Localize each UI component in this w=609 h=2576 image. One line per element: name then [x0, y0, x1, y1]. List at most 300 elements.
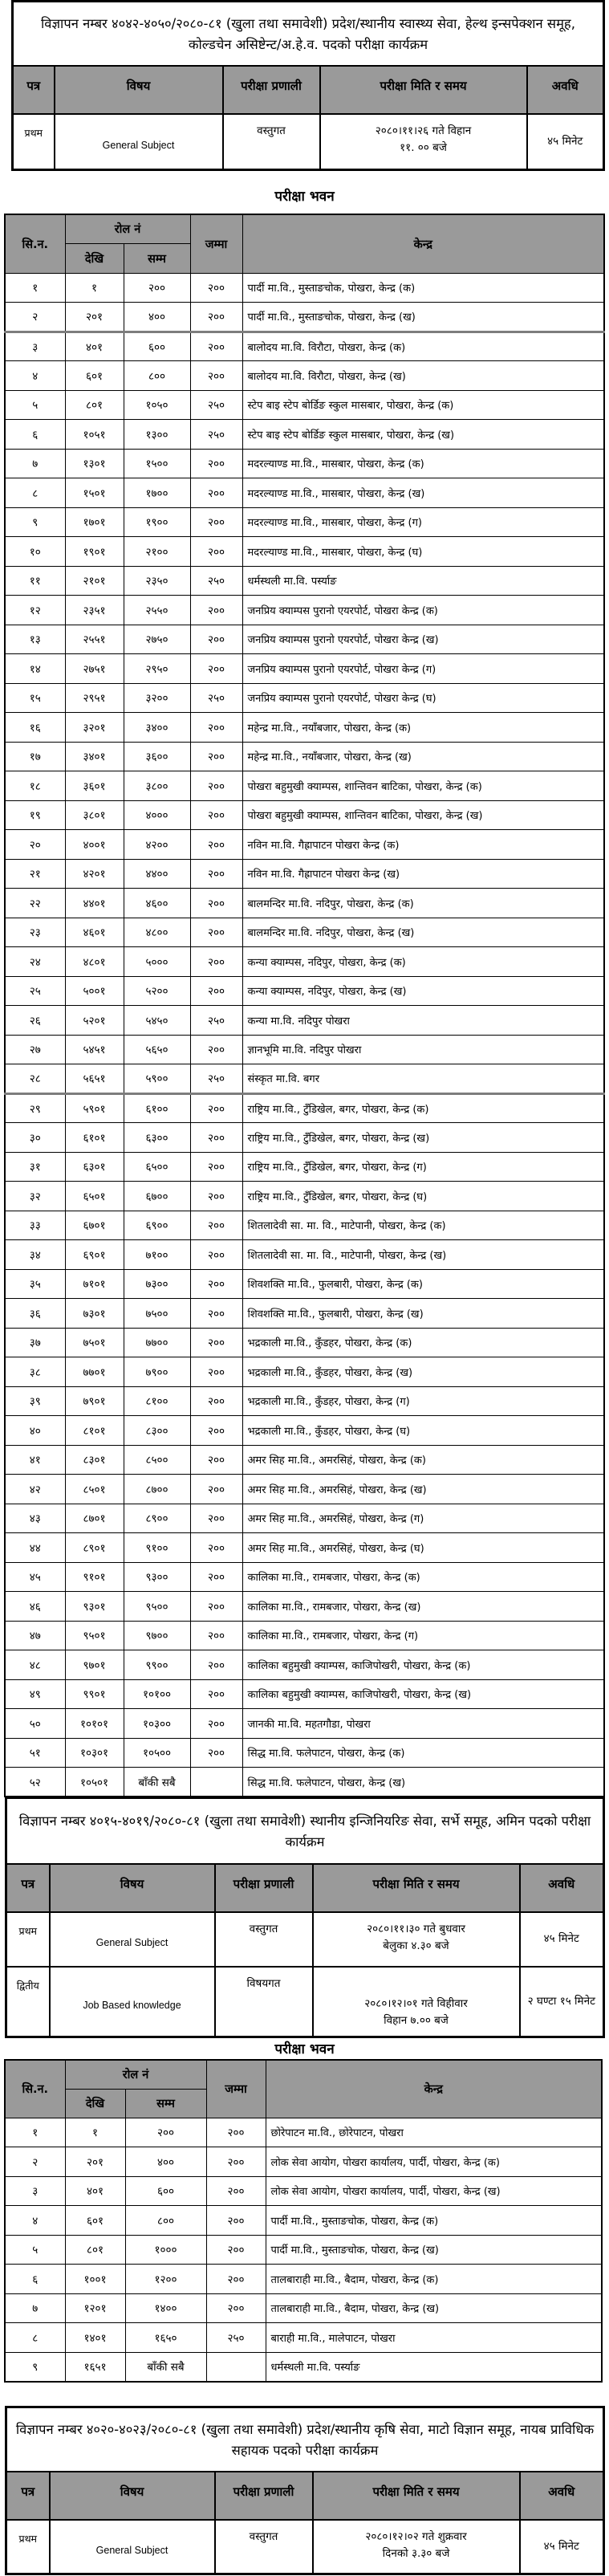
total-cell: २००: [190, 361, 242, 391]
total-cell: [190, 1768, 242, 1797]
roll-to-cell: २००: [124, 273, 190, 303]
roll-from-cell: २७५१: [65, 654, 124, 684]
total-cell: २००: [190, 1738, 242, 1768]
center-cell: ज्ञानभूमि मा.वि. नदिपुर पोखरा: [242, 1035, 604, 1064]
center-cell: मदरल्याण्ड मा.वि., मासबार, पोखरा, केन्द्र (ग): [242, 507, 604, 537]
sn-cell: ३०: [5, 1123, 65, 1153]
sn-cell: ४३: [5, 1504, 65, 1533]
table-row: [5, 1211, 604, 1240]
center-cell: स्टेप बाइ स्टेप बोर्डिङ स्कुल मासबार, पोखरा, केन्द्र (क): [242, 390, 604, 420]
total-cell: २००: [206, 2118, 266, 2147]
sn-cell: ३१: [5, 1152, 65, 1182]
roll-to-cell: ४२००: [124, 830, 190, 860]
sn-cell: ४२: [5, 1475, 65, 1504]
datetime-cell: [313, 1912, 520, 1967]
center-cell: राष्ट्रिय मा.वि., टुँडिखेल, बगर, पोखरा, केन्द्र (घ): [242, 1182, 604, 1211]
total-cell: २००: [190, 947, 242, 977]
center-cell: मदरल्याण्ड मा.वि., मासबार, पोखरा, केन्द्र (ख): [242, 478, 604, 508]
roll-to-cell: १३००: [124, 420, 190, 450]
roll-from-cell: २५५१: [65, 625, 124, 654]
header-roll: रोल नं: [65, 214, 190, 243]
sn-cell: ७: [5, 449, 65, 478]
total-cell: २००: [190, 303, 242, 332]
duration-cell: ४५ मिनेट: [527, 114, 604, 170]
total-cell: २००: [190, 449, 242, 478]
roll-to-cell: ९१००: [124, 1533, 190, 1563]
roll-from-cell: ८०१: [65, 390, 124, 420]
roll-to-cell: ४००: [124, 303, 190, 332]
center-cell: तालबाराही मा.वि., बैदाम, पोखरा, केन्द्र (क): [266, 2265, 602, 2294]
table-row: [5, 361, 604, 391]
table-row: [5, 1592, 604, 1622]
sn-cell: ८: [5, 2323, 65, 2353]
table-row: [5, 2352, 602, 2382]
center-cell: छोरेपाटन मा.वि., छोरेपाटन, पोखरा: [266, 2118, 602, 2147]
time-text: दिनको ३.३० बजे: [382, 2546, 450, 2560]
sn-cell: २०: [5, 830, 65, 860]
total-cell: २००: [190, 1182, 242, 1211]
subject-cell: General Subject: [50, 2520, 215, 2574]
center-cell: कालिका बहुमुखी क्याम्पस, काजिपोखरी, पोखरा, केन्द्र (क): [242, 1650, 604, 1680]
table-row: [5, 625, 604, 654]
schedule-table: [5, 1797, 605, 2038]
roll-from-cell: ५४५१: [65, 1035, 124, 1064]
sn-cell: ५२: [5, 1768, 65, 1797]
sn-cell: ३३: [5, 1211, 65, 1240]
exam-schedule-table-3: [5, 2406, 605, 2575]
roll-from-cell: ४६०१: [65, 918, 124, 947]
roll-to-cell: ८१००: [124, 1386, 190, 1416]
header-paper: पत्र: [6, 1864, 50, 1912]
roll-to-cell: ६७००: [124, 1182, 190, 1211]
total-cell: २००: [190, 918, 242, 947]
roll-to-cell: ८३००: [124, 1416, 190, 1446]
sn-cell: ५: [5, 2235, 65, 2265]
center-cell: बालमन्दिर मा.वि. नदिपुर, पोखरा, केन्द्र (क): [242, 889, 604, 918]
header-system: परीक्षा प्रणाली: [223, 66, 320, 114]
roll-to-cell: २९५०: [124, 654, 190, 684]
roll-to-cell: २३५०: [124, 566, 190, 596]
roll-from-cell: ८९०१: [65, 1533, 124, 1563]
total-cell: २००: [190, 1504, 242, 1533]
roll-from-cell: ५००१: [65, 976, 124, 1006]
total-cell: २००: [190, 332, 242, 361]
sn-cell: १३: [5, 625, 65, 654]
center-cell: भद्रकाली मा.वि., कुँडहर, पोखरा, केन्द्र (घ): [242, 1416, 604, 1446]
table-row: [5, 2323, 602, 2353]
total-cell: २००: [190, 1357, 242, 1387]
sn-cell: ४: [5, 2206, 65, 2236]
roll-to-cell: ४८००: [124, 918, 190, 947]
sn-cell: ८: [5, 478, 65, 508]
center-cell: नविन मा.वि. गैह्रापाटन पोखरा केन्द्र (ख): [242, 859, 604, 889]
table-row: [5, 713, 604, 743]
table-row: [5, 800, 604, 830]
roll-to-cell: ९७००: [124, 1621, 190, 1650]
total-cell: २००: [190, 1211, 242, 1240]
sn-cell: २२: [5, 889, 65, 918]
roll-from-cell: २३५१: [65, 596, 124, 625]
header-duration: अवधि: [527, 66, 604, 114]
center-cell: महेन्द्र मा.वि., नयाँबजार, पोखरा, केन्द्र (ख): [242, 742, 604, 771]
sn-cell: १६: [5, 713, 65, 743]
roll-to-cell: ६१००: [124, 1093, 190, 1123]
center-cell: राष्ट्रिय मा.वि., टुँडिखेल, बगर, पोखरा, केन्द्र (क): [242, 1093, 604, 1123]
sn-cell: ४९: [5, 1679, 65, 1709]
roll-from-cell: १७०१: [65, 507, 124, 537]
table-row: [5, 1182, 604, 1211]
center-cell: शितलादेवी सा. मा. वि., माटेपानी, पोखरा, केन्द्र (क): [242, 1211, 604, 1240]
center-cell: जानकी मा.वि. महतगौडा, पोखरा: [242, 1709, 604, 1739]
table-row: [5, 1328, 604, 1357]
paper-cell: द्वितीय: [6, 1967, 50, 2037]
total-cell: २००: [190, 1709, 242, 1739]
total-cell: २५०: [190, 420, 242, 450]
roll-from-cell: २९५१: [65, 683, 124, 713]
exam-schedule-table-1: [11, 0, 605, 171]
table-row: [5, 566, 604, 596]
sn-cell: ४७: [5, 1621, 65, 1650]
date-text: २०८०।१२।०२ गते शुक्रवार: [365, 2529, 467, 2543]
center-cell: जनप्रिय क्याम्पस पुरानो एयरपोर्ट, पोखरा केन्द्र (ख): [242, 625, 604, 654]
table-row: [5, 2118, 602, 2147]
total-cell: २००: [190, 1416, 242, 1446]
header-datetime: परीक्षा मिति र समय: [313, 2472, 520, 2520]
roll-to-cell: १४००: [125, 2293, 206, 2323]
total-cell: २००: [190, 1093, 242, 1123]
sn-cell: ३६: [5, 1299, 65, 1329]
total-cell: २००: [190, 800, 242, 830]
sn-cell: ३७: [5, 1328, 65, 1357]
total-cell: २५०: [190, 566, 242, 596]
roll-to-cell: ७५००: [124, 1299, 190, 1329]
total-cell: [206, 2352, 266, 2382]
header-center: केन्द्र: [242, 214, 604, 273]
center-cell: महेन्द्र मा.वि., नयाँबजार, पोखरा, केन्द्र (क): [242, 713, 604, 743]
table-row: [5, 1416, 604, 1446]
sn-cell: ३: [5, 332, 65, 361]
sn-cell: ४६: [5, 1592, 65, 1622]
roll-from-cell: १६५१: [65, 2352, 125, 2382]
total-cell: २००: [190, 1533, 242, 1563]
sn-cell: १२: [5, 596, 65, 625]
table-row: [5, 1064, 604, 1094]
roll-to-cell: ७९००: [124, 1357, 190, 1387]
roll-from-cell: ९७०१: [65, 1650, 124, 1680]
center-cell: बालोदय मा.वि. विरौटा, पोखरा, केन्द्र (ख): [242, 361, 604, 391]
center-cell: जनप्रिय क्याम्पस पुरानो एयरपोर्ट, पोखरा केन्द्र (ग): [242, 654, 604, 684]
sn-cell: १५: [5, 683, 65, 713]
roll-to-cell: २५५०: [124, 596, 190, 625]
center-cell: संस्कृत मा.वि. बगर: [242, 1064, 604, 1094]
schedule-row: [6, 2520, 604, 2574]
total-cell: २००: [190, 713, 242, 743]
system-cell: वस्तुगत: [215, 2520, 313, 2574]
sn-cell: ९: [5, 507, 65, 537]
total-cell: २००: [190, 1240, 242, 1270]
table-row: [5, 537, 604, 567]
roll-to-cell: ५४५०: [124, 1006, 190, 1036]
exam-hall-table-1: [4, 214, 605, 1797]
total-cell: २००: [206, 2293, 266, 2323]
center-cell: राष्ट्रिय मा.वि., टुँडिखेल, बगर, पोखरा, केन्द्र (ग): [242, 1152, 604, 1182]
roll-from-cell: २०१: [65, 303, 124, 332]
roll-from-cell: ९३०१: [65, 1592, 124, 1622]
roll-to-cell: १०३००: [124, 1709, 190, 1739]
table-row: [5, 859, 604, 889]
center-cell: शितलादेवी सा. मा. वि., माटेपानी, पोखरा, केन्द्र (ख): [242, 1240, 604, 1270]
roll-to-cell: ५२००: [124, 976, 190, 1006]
table-row: [5, 1621, 604, 1650]
roll-to-cell: ४६००: [124, 889, 190, 918]
table-row: [5, 2293, 602, 2323]
sn-cell: ६: [5, 420, 65, 450]
total-cell: २००: [190, 1269, 242, 1299]
sn-cell: ३४: [5, 1240, 65, 1270]
subject-cell: General Subject: [55, 114, 223, 170]
roll-to-cell: १५००: [124, 449, 190, 478]
roll-to-cell: ६९००: [124, 1211, 190, 1240]
roll-to-cell: २७५०: [124, 625, 190, 654]
schedule-table: [11, 0, 605, 171]
roll-from-cell: ६०१: [65, 361, 124, 391]
sn-cell: २१: [5, 859, 65, 889]
roll-from-cell: १: [65, 2118, 125, 2147]
center-cell: पार्दी मा.वि., मुस्ताङचोक, पोखरा, केन्द्र (क): [266, 2206, 602, 2236]
table-row: [5, 507, 604, 537]
table-row: [5, 2206, 602, 2236]
roll-from-cell: १९०१: [65, 537, 124, 567]
total-cell: २००: [206, 2176, 266, 2206]
sn-cell: ५: [5, 390, 65, 420]
table-row: [5, 332, 604, 361]
center-cell: भद्रकाली मा.वि., कुँडहर, पोखरा, केन्द्र (क): [242, 1328, 604, 1357]
roll-to-cell: ४०००: [124, 800, 190, 830]
hall-table: [4, 214, 605, 1797]
table-row: [5, 273, 604, 303]
roll-to-cell: २१००: [124, 537, 190, 567]
total-cell: २००: [190, 537, 242, 567]
total-cell: २००: [190, 1445, 242, 1475]
roll-to-cell: ४००: [125, 2147, 206, 2177]
roll-to-cell: ६००: [125, 2176, 206, 2206]
center-cell: सिद्ध मा.वि. फलेपाटन, पोखरा, केन्द्र (क): [242, 1738, 604, 1768]
table-row: [5, 1123, 604, 1153]
schedule-row: [6, 1912, 604, 1967]
center-cell: धर्मस्थली मा.वि. पर्स्याङ: [242, 566, 604, 596]
table-row: [5, 1679, 604, 1709]
roll-from-cell: १: [65, 273, 124, 303]
roll-to-cell: ९९००: [124, 1650, 190, 1680]
sn-cell: ७: [5, 2293, 65, 2323]
roll-from-cell: ३६०१: [65, 771, 124, 801]
total-cell: २००: [190, 976, 242, 1006]
sn-cell: १: [5, 273, 65, 303]
table-row: [5, 683, 604, 713]
table-row: [5, 2265, 602, 2294]
sn-cell: ६: [5, 2265, 65, 2294]
schedule-row: [6, 1967, 604, 2037]
roll-to-cell: १६५०: [125, 2323, 206, 2353]
roll-from-cell: ७७०१: [65, 1357, 124, 1387]
time-text: विहान ७.०० बजे: [384, 2014, 449, 2027]
table-row: [5, 1445, 604, 1475]
roll-to-cell: ९५००: [124, 1592, 190, 1622]
roll-from-cell: ५६५१: [65, 1064, 124, 1094]
roll-from-cell: ६७०१: [65, 1211, 124, 1240]
total-cell: २००: [190, 1679, 242, 1709]
hall-table-body: [5, 2118, 602, 2382]
table-row: [5, 2235, 602, 2265]
roll-from-cell: ८०१: [65, 2235, 125, 2265]
roll-to-cell: १०५००: [124, 1738, 190, 1768]
roll-to-cell: १०००: [125, 2235, 206, 2265]
roll-from-cell: ४२०१: [65, 859, 124, 889]
roll-to-cell: १७००: [124, 478, 190, 508]
hall-table: [4, 2059, 603, 2383]
header-center: केन्द्र: [266, 2060, 602, 2118]
table-row: [5, 947, 604, 977]
schedule-row: [13, 114, 604, 170]
table-row: [5, 1006, 604, 1036]
sn-cell: २४: [5, 947, 65, 977]
roll-from-cell: १००१: [65, 2265, 125, 2294]
total-cell: २००: [206, 2265, 266, 2294]
total-cell: २००: [206, 2206, 266, 2236]
roll-from-cell: ९१०१: [65, 1562, 124, 1592]
duration-cell: २ घण्टा १५ मिनेट: [520, 1967, 604, 2037]
roll-from-cell: ८५०१: [65, 1475, 124, 1504]
datetime-cell: [313, 1967, 520, 2037]
center-cell: कन्या क्याम्पस, नदिपुर, पोखरा, केन्द्र (क): [242, 947, 604, 977]
total-cell: २००: [190, 625, 242, 654]
table-row: [5, 478, 604, 508]
exam-hall-heading-1: परीक्षा भवन: [274, 189, 335, 205]
roll-to-cell: ८००: [125, 2206, 206, 2236]
roll-to-cell: १०१००: [124, 1679, 190, 1709]
total-cell: २५०: [206, 2323, 266, 2353]
paper-cell: प्रथम: [6, 2520, 50, 2574]
table-row: [5, 742, 604, 771]
center-cell: कन्या मा.वि. नदिपुर पोखरा: [242, 1006, 604, 1036]
roll-from-cell: ६०१: [65, 2206, 125, 2236]
center-cell: भद्रकाली मा.वि., कुँडहर, पोखरा, केन्द्र (ग): [242, 1386, 604, 1416]
total-cell: २५०: [190, 1064, 242, 1094]
center-cell: लोक सेवा आयोग, पोखरा कार्यालय, पार्दी, पोखरा, केन्द्र (ख): [266, 2176, 602, 2206]
sn-cell: ४: [5, 361, 65, 391]
hall-table-body: [5, 273, 604, 1797]
roll-to-cell: ७३००: [124, 1269, 190, 1299]
sn-cell: ५१: [5, 1738, 65, 1768]
center-cell: तालबाराही मा.वि., बैदाम, पोखरा, केन्द्र (ख): [266, 2293, 602, 2323]
roll-from-cell: ९९०१: [65, 1679, 124, 1709]
sn-cell: ३: [5, 2176, 65, 2206]
center-cell: कन्या क्याम्पस, नदिपुर, पोखरा, केन्द्र (ख): [242, 976, 604, 1006]
total-cell: २००: [190, 654, 242, 684]
sn-cell: ३९: [5, 1386, 65, 1416]
table-row: [5, 1093, 604, 1123]
roll-from-cell: १०५१: [65, 420, 124, 450]
subject-cell: General Subject: [50, 1912, 215, 1967]
roll-to-cell: ५६५०: [124, 1035, 190, 1064]
table-row: [5, 918, 604, 947]
roll-to-cell: ३४००: [124, 713, 190, 743]
table-row: [5, 771, 604, 801]
roll-to-cell: ६५००: [124, 1152, 190, 1182]
sn-cell: ४५: [5, 1562, 65, 1592]
center-cell: अमर सिह मा.वि., अमरसिहं, पोखरा, केन्द्र (क): [242, 1445, 604, 1475]
total-cell: २००: [190, 742, 242, 771]
center-cell: जनप्रिय क्याम्पस पुरानो एयरपोर्ट, पोखरा केन्द्र (क): [242, 596, 604, 625]
table-row: [5, 303, 604, 332]
table-row: [5, 449, 604, 478]
roll-from-cell: ७३०१: [65, 1299, 124, 1329]
datetime-cell: [320, 114, 527, 170]
header-sn: सि.न.: [5, 214, 65, 273]
center-cell: बालमन्दिर मा.वि. नदिपुर, पोखरा, केन्द्र (ख): [242, 918, 604, 947]
schedule-title: विज्ञापन नम्बर ४०४२-४०५०/२०८०-८१ (खुला तथा समावेशी) प्रदेश/स्थानीय स्वास्थ्य सेवा, हेल्थ इन्सपेक्शन समूह, कोल्डचेन असिष्टेन्ट/अ.हे.व. पदको परीक्षा कार्यक्रम: [13, 2, 604, 66]
roll-to-cell: ४४००: [124, 859, 190, 889]
schedule-table: [5, 2406, 605, 2575]
paper-cell: प्रथम: [6, 1912, 50, 1967]
center-cell: जनप्रिय क्याम्पस पुरानो एयरपोर्ट, पोखरा केन्द्र (घ): [242, 683, 604, 713]
table-row: [5, 1768, 604, 1797]
header-subject: विषय: [50, 2472, 215, 2520]
header-datetime: परीक्षा मिति र समय: [320, 66, 527, 114]
paper-cell: प्रथम: [13, 114, 55, 170]
table-row: [5, 1562, 604, 1592]
center-cell: कालिका मा.वि., रामबजार, पोखरा, केन्द्र (ग): [242, 1621, 604, 1650]
center-cell: मदरल्याण्ड मा.वि., मासबार, पोखरा, केन्द्र (घ): [242, 537, 604, 567]
roll-to-cell: ९३००: [124, 1562, 190, 1592]
roll-from-cell: ८१०१: [65, 1416, 124, 1446]
table-row: [5, 889, 604, 918]
schedule-title: विज्ञापन नम्बर ४०१५-४०१९/२०८०-८१ (खुला तथा समावेशी) स्थानीय इन्जिनियरिङ सेवा, सर्भे समूह, अमिन पदको परीक्षा कार्यक्रम: [6, 1798, 604, 1864]
center-cell: राष्ट्रिय मा.वि., टुँडिखेल, बगर, पोखरा, केन्द्र (ख): [242, 1123, 604, 1153]
roll-to-cell: बाँकी सबै: [125, 2352, 206, 2382]
sn-cell: ३५: [5, 1269, 65, 1299]
center-cell: कालिका मा.वि., रामबजार, पोखरा, केन्द्र (ख): [242, 1592, 604, 1622]
center-cell: लोक सेवा आयोग, पोखरा कार्यालय, पार्दी, पोखरा, केन्द्र (क): [266, 2147, 602, 2177]
roll-from-cell: ५९०१: [65, 1093, 124, 1123]
table-row: [5, 420, 604, 450]
roll-from-cell: १०५०१: [65, 1768, 124, 1797]
center-cell: नविन मा.वि. गैह्रापाटन पोखरा केन्द्र (क): [242, 830, 604, 860]
sn-cell: १८: [5, 771, 65, 801]
total-cell: २००: [206, 2235, 266, 2265]
sn-cell: २५: [5, 976, 65, 1006]
sn-cell: ९: [5, 2352, 65, 2382]
roll-from-cell: ८३०१: [65, 1445, 124, 1475]
sn-cell: १: [5, 2118, 65, 2147]
date-text: २०८०।११।२६ गते विहान: [375, 124, 472, 137]
schedule-title: विज्ञापन नम्बर ४०२०-४०२३/२०८०-८१ (खुला तथा समावेशी) प्रदेश/स्थानीय कृषि सेवा, माटो विज्ञान समूह, नायब प्राविधिक सहायक पदको परीक्षा कार्यक्रम: [6, 2407, 604, 2472]
exam-schedule-table-2: [5, 1797, 605, 2038]
sn-cell: २६: [5, 1006, 65, 1036]
sn-cell: ४१: [5, 1445, 65, 1475]
roll-from-cell: ४४०१: [65, 889, 124, 918]
sn-cell: ११: [5, 566, 65, 596]
center-cell: अमर सिह मा.वि., अमरसिहं, पोखरा, केन्द्र (ग): [242, 1504, 604, 1533]
total-cell: २००: [190, 859, 242, 889]
roll-to-cell: बाँकी सबै: [124, 1768, 190, 1797]
table-row: [5, 1240, 604, 1270]
table-row: [5, 1152, 604, 1182]
roll-from-cell: ४०१: [65, 332, 124, 361]
total-cell: २००: [190, 1123, 242, 1153]
sn-cell: २९: [5, 1093, 65, 1123]
roll-from-cell: १५०१: [65, 478, 124, 508]
